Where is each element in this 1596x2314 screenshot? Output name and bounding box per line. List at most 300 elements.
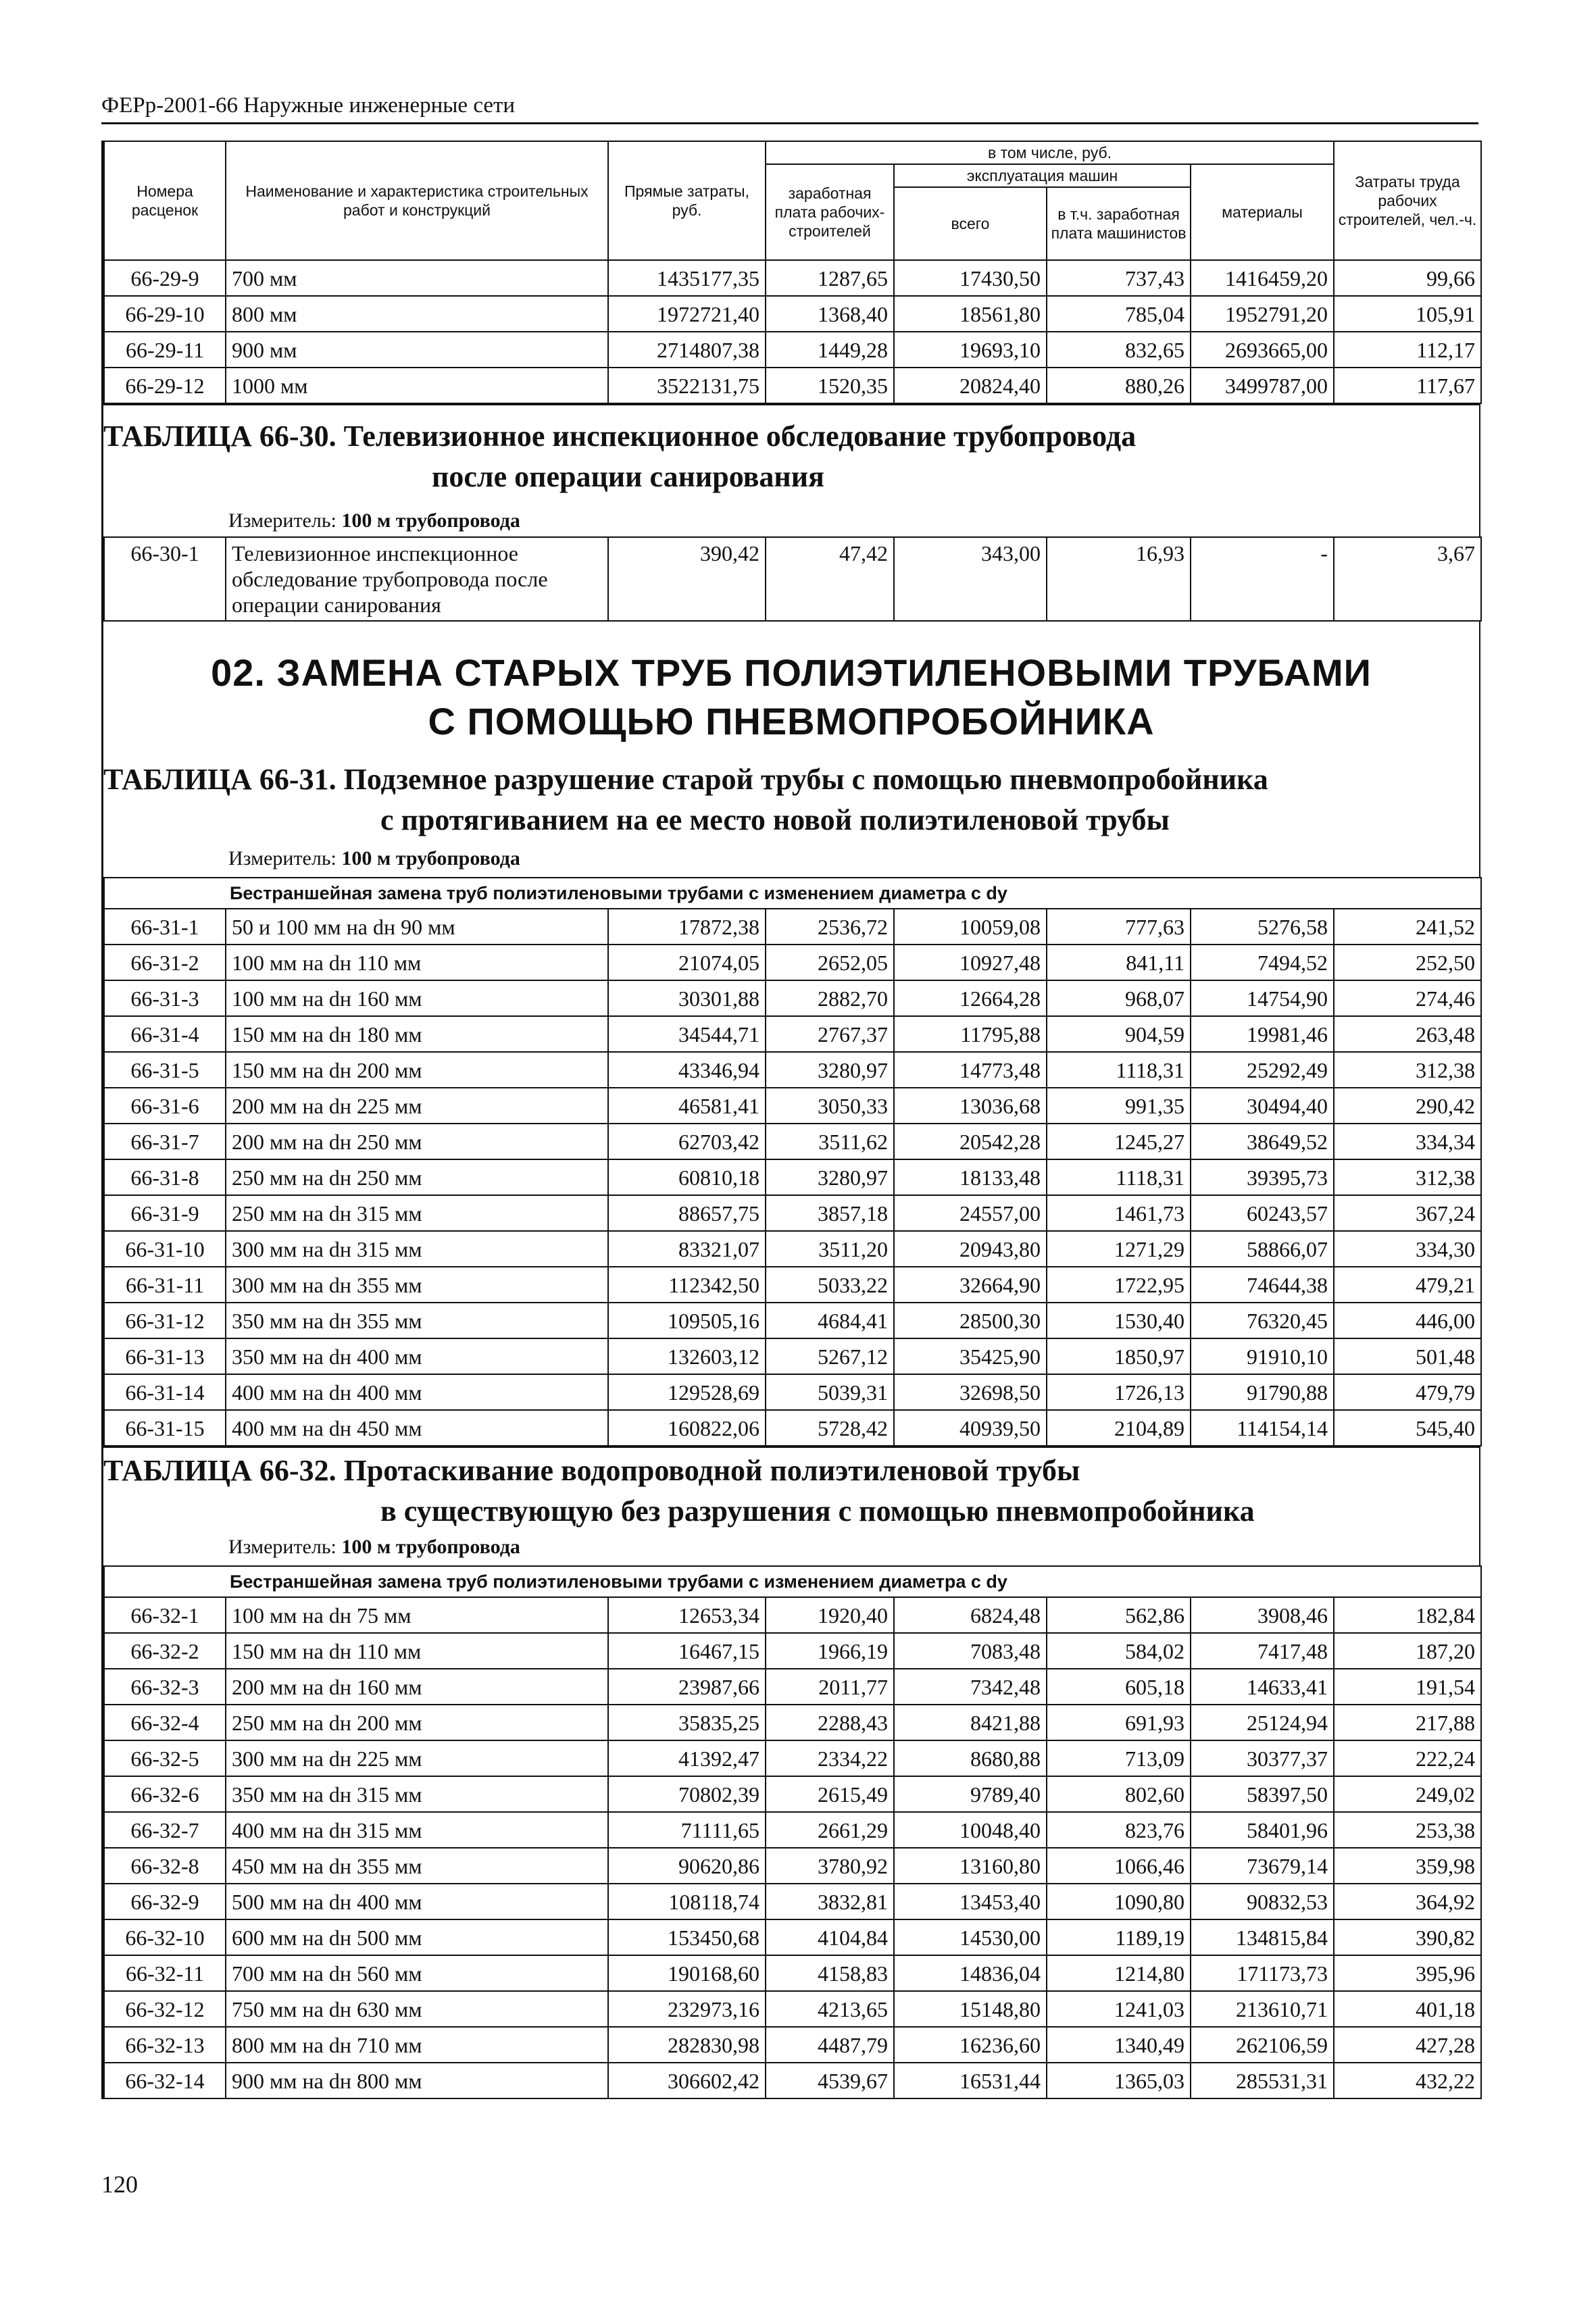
cell-materials: 1416459,20 xyxy=(1191,260,1334,296)
cell-name: 900 мм на dн 800 мм xyxy=(226,2063,608,2098)
cell-labor: 99,66 xyxy=(1334,260,1481,296)
table-row xyxy=(104,2027,1481,2063)
cell-wages: 3511,62 xyxy=(766,1124,894,1159)
cell-materials: 25124,94 xyxy=(1191,1705,1334,1740)
cell-labor: 395,96 xyxy=(1334,1955,1481,1991)
cell-labor: 191,54 xyxy=(1334,1669,1481,1705)
cell-machines-total: 20542,28 xyxy=(894,1124,1047,1159)
cell-labor: 545,40 xyxy=(1334,1410,1481,1446)
cell-wages: 4104,84 xyxy=(766,1919,894,1955)
page-body xyxy=(101,141,1480,2099)
table-row xyxy=(104,1705,1481,1740)
cell-labor: 3,67 xyxy=(1334,537,1481,621)
cell-materials: 262106,59 xyxy=(1191,2027,1334,2063)
cell-labor: 290,42 xyxy=(1334,1088,1481,1124)
cell-labor: 501,48 xyxy=(1334,1338,1481,1374)
cell-code: 66-31-13 xyxy=(104,1338,226,1374)
cell-name: 200 мм на dн 225 мм xyxy=(226,1088,608,1124)
table-66-31-title-line2: с протягиванием на ее место новой полиэтиленовой трубы xyxy=(380,803,1170,836)
cell-code: 66-29-12 xyxy=(104,368,226,403)
cell-machines-total: 8680,88 xyxy=(894,1740,1047,1776)
table-66-32-title xyxy=(103,1448,1479,1532)
cell-code: 66-31-6 xyxy=(104,1088,226,1124)
cell-machines-total: 28500,30 xyxy=(894,1303,1047,1338)
col-header-code: Номера расценок xyxy=(104,141,226,260)
cell-wages: 1449,28 xyxy=(766,332,894,368)
cell-materials: 30377,37 xyxy=(1191,1740,1334,1776)
table-row xyxy=(104,1884,1481,1919)
cell-name: 500 мм на dн 400 мм xyxy=(226,1884,608,1919)
table-row xyxy=(104,1812,1481,1848)
cell-machines-total: 19693,10 xyxy=(894,332,1047,368)
table-row xyxy=(104,1338,1481,1374)
table-row xyxy=(104,296,1481,332)
table-row xyxy=(104,1597,1481,1633)
cell-materials: 3499787,00 xyxy=(1191,368,1334,403)
table-66-31 xyxy=(103,877,1482,1447)
cell-code: 66-29-9 xyxy=(104,260,226,296)
cell-machinist-wages: 802,60 xyxy=(1047,1776,1191,1812)
cell-code: 66-32-8 xyxy=(104,1848,226,1884)
cell-name: 400 мм на dн 450 мм xyxy=(226,1410,608,1446)
table-66-31-subheading: Бестраншейная замена труб полиэтиленовыми трубами с изменением диаметра с dy xyxy=(104,878,1481,909)
cell-labor: 364,92 xyxy=(1334,1884,1481,1919)
cell-machines-total: 40939,50 xyxy=(894,1410,1047,1446)
table-row xyxy=(104,1919,1481,1955)
table-row xyxy=(104,1848,1481,1884)
cell-materials: 2693665,00 xyxy=(1191,332,1334,368)
cell-direct: 21074,05 xyxy=(608,945,766,980)
cell-wages: 1368,40 xyxy=(766,296,894,332)
cell-machinist-wages: 823,76 xyxy=(1047,1812,1191,1848)
table-66-32-measure xyxy=(103,1532,1479,1565)
cell-machines-total: 18561,80 xyxy=(894,296,1047,332)
col-header-materials: материалы xyxy=(1191,164,1334,260)
table-66-32 xyxy=(103,1565,1482,2099)
cell-name: 700 мм xyxy=(226,260,608,296)
cell-direct: 16467,15 xyxy=(608,1633,766,1669)
cell-name: 450 мм на dн 355 мм xyxy=(226,1848,608,1884)
cell-materials: 25292,49 xyxy=(1191,1052,1334,1088)
cell-labor: 359,98 xyxy=(1334,1848,1481,1884)
cell-machinist-wages: 991,35 xyxy=(1047,1088,1191,1124)
cell-name: 750 мм на dн 630 мм xyxy=(226,1991,608,2027)
cell-code: 66-31-4 xyxy=(104,1016,226,1052)
table-row xyxy=(104,1195,1481,1231)
cell-labor: 390,82 xyxy=(1334,1919,1481,1955)
cell-wages: 4158,83 xyxy=(766,1955,894,1991)
cell-direct: 35835,25 xyxy=(608,1705,766,1740)
cell-name: 400 мм на dн 400 мм xyxy=(226,1374,608,1410)
cell-name: 150 мм на dн 110 мм xyxy=(226,1633,608,1669)
cell-machines-total: 14836,04 xyxy=(894,1955,1047,1991)
table-66-30-block xyxy=(103,404,1480,536)
cell-code: 66-31-11 xyxy=(104,1267,226,1303)
cell-labor: 312,38 xyxy=(1334,1159,1481,1195)
cell-direct: 1435177,35 xyxy=(608,260,766,296)
cell-code: 66-31-2 xyxy=(104,945,226,980)
cell-machinist-wages: 904,59 xyxy=(1047,1016,1191,1052)
cell-wages: 2334,22 xyxy=(766,1740,894,1776)
cell-machines-total: 13453,40 xyxy=(894,1884,1047,1919)
cell-wages: 5033,22 xyxy=(766,1267,894,1303)
cell-direct: 60810,18 xyxy=(608,1159,766,1195)
cell-materials: 213610,71 xyxy=(1191,1991,1334,2027)
cell-machines-total: 8421,88 xyxy=(894,1705,1047,1740)
table-row xyxy=(104,1633,1481,1669)
cell-labor: 241,52 xyxy=(1334,909,1481,945)
cell-direct: 46581,41 xyxy=(608,1088,766,1124)
cell-direct: 390,42 xyxy=(608,537,766,621)
cell-name: 800 мм xyxy=(226,296,608,332)
cell-machines-total: 20824,40 xyxy=(894,368,1047,403)
cell-direct: 3522131,75 xyxy=(608,368,766,403)
cell-machines-total: 32698,50 xyxy=(894,1374,1047,1410)
cell-labor: 253,38 xyxy=(1334,1812,1481,1848)
cell-machinist-wages: 1066,46 xyxy=(1047,1848,1191,1884)
cell-name: 350 мм на dн 400 мм xyxy=(226,1338,608,1374)
cell-wages: 4684,41 xyxy=(766,1303,894,1338)
cell-name: 100 мм на dн 160 мм xyxy=(226,980,608,1016)
cell-materials: - xyxy=(1191,537,1334,621)
cell-wages: 2882,70 xyxy=(766,980,894,1016)
cell-wages: 2767,37 xyxy=(766,1016,894,1052)
table-row xyxy=(104,1124,1481,1159)
measure-label: Измеритель: xyxy=(228,509,336,532)
cell-labor: 263,48 xyxy=(1334,1016,1481,1052)
cell-code: 66-32-10 xyxy=(104,1919,226,1955)
cell-wages: 2652,05 xyxy=(766,945,894,980)
cell-wages: 3832,81 xyxy=(766,1884,894,1919)
table-row xyxy=(104,1267,1481,1303)
table-row xyxy=(104,1016,1481,1052)
table-66-31-title xyxy=(103,759,1479,840)
cell-wages: 1287,65 xyxy=(766,260,894,296)
cell-code: 66-32-5 xyxy=(104,1740,226,1776)
cell-name: 350 мм на dн 315 мм xyxy=(226,1776,608,1812)
cell-materials: 60243,57 xyxy=(1191,1195,1334,1231)
cell-wages: 2661,29 xyxy=(766,1812,894,1848)
cell-wages: 4213,65 xyxy=(766,1991,894,2027)
cell-direct: 1972721,40 xyxy=(608,296,766,332)
cell-labor: 367,24 xyxy=(1334,1195,1481,1231)
cell-direct: 70802,39 xyxy=(608,1776,766,1812)
cell-direct: 88657,75 xyxy=(608,1195,766,1231)
table-row xyxy=(104,1159,1481,1195)
cell-name: 200 мм на dн 160 мм xyxy=(226,1669,608,1705)
cell-direct: 108118,74 xyxy=(608,1884,766,1919)
table-66-31-title-line1: ТАБЛИЦА 66-31. Подземное разрушение старой трубы с помощью пневмопробойника xyxy=(103,763,1268,796)
cell-labor: 222,24 xyxy=(1334,1740,1481,1776)
cell-code: 66-31-8 xyxy=(104,1159,226,1195)
cell-code: 66-31-12 xyxy=(104,1303,226,1338)
cell-name: 150 мм на dн 180 мм xyxy=(226,1016,608,1052)
table-row xyxy=(104,1776,1481,1812)
cell-direct: 41392,47 xyxy=(608,1740,766,1776)
cell-name: 600 мм на dн 500 мм xyxy=(226,1919,608,1955)
col-header-labor: Затраты труда рабочих строителей, чел.-ч. xyxy=(1334,141,1481,260)
table-66-30-title-line1: ТАБЛИЦА 66-30. Телевизионное инспекционное обследование трубопровода xyxy=(103,420,1137,453)
cell-materials: 171173,73 xyxy=(1191,1955,1334,1991)
table-66-29 xyxy=(103,141,1482,404)
cell-machinist-wages: 1245,27 xyxy=(1047,1124,1191,1159)
cell-machines-total: 13036,68 xyxy=(894,1088,1047,1124)
cell-machinist-wages: 777,63 xyxy=(1047,909,1191,945)
cell-labor: 334,30 xyxy=(1334,1231,1481,1267)
cell-machinist-wages: 1365,03 xyxy=(1047,2063,1191,2098)
cell-direct: 160822,06 xyxy=(608,1410,766,1446)
cell-machines-total: 14773,48 xyxy=(894,1052,1047,1088)
cell-machinist-wages: 737,43 xyxy=(1047,260,1191,296)
cell-code: 66-31-3 xyxy=(104,980,226,1016)
cell-wages: 5039,31 xyxy=(766,1374,894,1410)
cell-materials: 285531,31 xyxy=(1191,2063,1334,2098)
cell-machinist-wages: 2104,89 xyxy=(1047,1410,1191,1446)
cell-name: 400 мм на dн 315 мм xyxy=(226,1812,608,1848)
cell-materials: 58397,50 xyxy=(1191,1776,1334,1812)
cell-wages: 2536,72 xyxy=(766,909,894,945)
cell-direct: 90620,86 xyxy=(608,1848,766,1884)
cell-name: 200 мм на dн 250 мм xyxy=(226,1124,608,1159)
cell-direct: 129528,69 xyxy=(608,1374,766,1410)
cell-wages: 3511,20 xyxy=(766,1231,894,1267)
cell-direct: 306602,42 xyxy=(608,2063,766,2098)
section-02-line1: 02. ЗАМЕНА СТАРЫХ ТРУБ ПОЛИЭТИЛЕНОВЫМИ ТРУБАМИ xyxy=(211,651,1372,694)
cell-name: 100 мм на dн 75 мм xyxy=(226,1597,608,1633)
col-header-machines: эксплуатация машин xyxy=(894,164,1191,187)
cell-direct: 153450,68 xyxy=(608,1919,766,1955)
section-02-heading xyxy=(103,622,1480,877)
table-66-31-measure xyxy=(103,840,1479,877)
cell-labor: 105,91 xyxy=(1334,296,1481,332)
cell-labor: 427,28 xyxy=(1334,2027,1481,2063)
cell-code: 66-32-12 xyxy=(104,1991,226,2027)
cell-direct: 190168,60 xyxy=(608,1955,766,1991)
cell-labor: 432,22 xyxy=(1334,2063,1481,2098)
cell-materials: 19981,46 xyxy=(1191,1016,1334,1052)
cell-wages: 1966,19 xyxy=(766,1633,894,1669)
cell-machines-total: 10059,08 xyxy=(894,909,1047,945)
cell-code: 66-32-2 xyxy=(104,1633,226,1669)
cell-labor: 312,38 xyxy=(1334,1052,1481,1088)
cell-materials: 38649,52 xyxy=(1191,1124,1334,1159)
cell-machinist-wages: 691,93 xyxy=(1047,1705,1191,1740)
cell-direct: 109505,16 xyxy=(608,1303,766,1338)
cell-machines-total: 12664,28 xyxy=(894,980,1047,1016)
cell-name: 100 мм на dн 110 мм xyxy=(226,945,608,980)
cell-name: 700 мм на dн 560 мм xyxy=(226,1955,608,1991)
cell-machinist-wages: 841,11 xyxy=(1047,945,1191,980)
cell-code: 66-32-11 xyxy=(104,1955,226,1991)
cell-direct: 282830,98 xyxy=(608,2027,766,2063)
cell-name: 250 мм на dн 250 мм xyxy=(226,1159,608,1195)
cell-machinist-wages: 605,18 xyxy=(1047,1669,1191,1705)
cell-code: 66-32-9 xyxy=(104,1884,226,1919)
cell-direct: 62703,42 xyxy=(608,1124,766,1159)
col-header-direct: Прямые затраты, руб. xyxy=(608,141,766,260)
cell-labor: 182,84 xyxy=(1334,1597,1481,1633)
cell-machinist-wages: 713,09 xyxy=(1047,1740,1191,1776)
cell-direct: 83321,07 xyxy=(608,1231,766,1267)
cell-name: 250 мм на dн 200 мм xyxy=(226,1705,608,1740)
cell-machinist-wages: 1340,49 xyxy=(1047,2027,1191,2063)
cell-machines-total: 11795,88 xyxy=(894,1016,1047,1052)
cell-name: 800 мм на dн 710 мм xyxy=(226,2027,608,2063)
table-row xyxy=(104,1088,1481,1124)
cell-machinist-wages: 832,65 xyxy=(1047,332,1191,368)
cell-direct: 34544,71 xyxy=(608,1016,766,1052)
cell-code: 66-30-1 xyxy=(104,537,226,621)
cell-machines-total: 343,00 xyxy=(894,537,1047,621)
cell-code: 66-32-1 xyxy=(104,1597,226,1633)
table-66-32-subheading: Бестраншейная замена труб полиэтиленовыми трубами с изменением диаметра с dy xyxy=(104,1566,1481,1597)
cell-direct: 112342,50 xyxy=(608,1267,766,1303)
cell-machinist-wages: 968,07 xyxy=(1047,980,1191,1016)
table-row xyxy=(104,945,1481,980)
cell-labor: 112,17 xyxy=(1334,332,1481,368)
cell-name: 900 мм xyxy=(226,332,608,368)
cell-machines-total: 10927,48 xyxy=(894,945,1047,980)
table-66-30-title xyxy=(103,405,1479,497)
cell-code: 66-32-3 xyxy=(104,1669,226,1705)
table-row xyxy=(104,368,1481,403)
cell-machines-total: 35425,90 xyxy=(894,1338,1047,1374)
cell-machinist-wages: 785,04 xyxy=(1047,296,1191,332)
cell-code: 66-32-14 xyxy=(104,2063,226,2098)
table-66-30 xyxy=(103,536,1482,622)
measure-value: 100 м трубопровода xyxy=(341,847,520,870)
cell-code: 66-32-6 xyxy=(104,1776,226,1812)
cell-wages: 3280,97 xyxy=(766,1159,894,1195)
cell-machinist-wages: 1118,31 xyxy=(1047,1052,1191,1088)
cell-materials: 14754,90 xyxy=(1191,980,1334,1016)
table-row xyxy=(104,1991,1481,2027)
cell-machines-total: 20943,80 xyxy=(894,1231,1047,1267)
cell-machinist-wages: 1271,29 xyxy=(1047,1231,1191,1267)
cell-machines-total: 18133,48 xyxy=(894,1159,1047,1195)
table-row xyxy=(104,1740,1481,1776)
cell-machines-total: 24557,00 xyxy=(894,1195,1047,1231)
cell-name: 50 и 100 мм на dн 90 мм xyxy=(226,909,608,945)
table-row xyxy=(104,1955,1481,1991)
cell-wages: 47,42 xyxy=(766,537,894,621)
cell-materials: 30494,40 xyxy=(1191,1088,1334,1124)
cell-machines-total: 10048,40 xyxy=(894,1812,1047,1848)
table-66-30-measure xyxy=(103,497,1479,536)
table-row xyxy=(104,1303,1481,1338)
cell-wages: 2288,43 xyxy=(766,1705,894,1740)
cell-code: 66-29-10 xyxy=(104,296,226,332)
cell-wages: 3780,92 xyxy=(766,1848,894,1884)
cell-code: 66-29-11 xyxy=(104,332,226,368)
cell-machines-total: 14530,00 xyxy=(894,1919,1047,1955)
cell-machinist-wages: 1850,97 xyxy=(1047,1338,1191,1374)
cell-machines-total: 13160,80 xyxy=(894,1848,1047,1884)
cell-machines-total: 16236,60 xyxy=(894,2027,1047,2063)
table-row xyxy=(104,537,1481,621)
table-row xyxy=(104,1669,1481,1705)
cell-materials: 91910,10 xyxy=(1191,1338,1334,1374)
measure-label: Измеритель: xyxy=(228,1536,336,1558)
cell-materials: 74644,38 xyxy=(1191,1267,1334,1303)
cell-direct: 17872,38 xyxy=(608,909,766,945)
cell-labor: 274,46 xyxy=(1334,980,1481,1016)
cell-machines-total: 32664,90 xyxy=(894,1267,1047,1303)
cell-labor: 479,21 xyxy=(1334,1267,1481,1303)
cell-materials: 90832,53 xyxy=(1191,1884,1334,1919)
cell-machines-total: 15148,80 xyxy=(894,1991,1047,2027)
table-row xyxy=(104,260,1481,296)
table-66-30-title-line2: после операции санирования xyxy=(432,460,824,493)
cell-machines-total: 16531,44 xyxy=(894,2063,1047,2098)
cell-materials: 73679,14 xyxy=(1191,1848,1334,1884)
cell-direct: 2714807,38 xyxy=(608,332,766,368)
cell-wages: 4539,67 xyxy=(766,2063,894,2098)
cell-direct: 43346,94 xyxy=(608,1052,766,1088)
cell-labor: 479,79 xyxy=(1334,1374,1481,1410)
table-row xyxy=(104,1231,1481,1267)
cell-direct: 30301,88 xyxy=(608,980,766,1016)
cell-machinist-wages: 1722,95 xyxy=(1047,1267,1191,1303)
running-header: ФЕРр-2001-66 Наружные инженерные сети xyxy=(101,93,1478,124)
cell-wages: 1520,35 xyxy=(766,368,894,403)
col-header-machines-total: всего xyxy=(894,187,1047,260)
cell-materials: 7494,52 xyxy=(1191,945,1334,980)
cell-name: Телевизионное инспекционное обследование трубопровода после операции санирования xyxy=(226,537,608,621)
cell-code: 66-31-5 xyxy=(104,1052,226,1088)
cell-code: 66-31-10 xyxy=(104,1231,226,1267)
cell-wages: 1920,40 xyxy=(766,1597,894,1633)
cell-wages: 5728,42 xyxy=(766,1410,894,1446)
cell-name: 300 мм на dн 315 мм xyxy=(226,1231,608,1267)
cell-direct: 23987,66 xyxy=(608,1669,766,1705)
table-row xyxy=(104,1410,1481,1446)
cell-name: 300 мм на dн 355 мм xyxy=(226,1267,608,1303)
cell-labor: 217,88 xyxy=(1334,1705,1481,1740)
cell-name: 150 мм на dн 200 мм xyxy=(226,1052,608,1088)
cell-labor: 401,18 xyxy=(1334,1991,1481,2027)
cell-direct: 12653,34 xyxy=(608,1597,766,1633)
col-header-wages: заработная плата рабочих-строителей xyxy=(766,164,894,260)
table-row xyxy=(104,1052,1481,1088)
cell-machines-total: 17430,50 xyxy=(894,260,1047,296)
cell-code: 66-31-9 xyxy=(104,1195,226,1231)
cell-wages: 3280,97 xyxy=(766,1052,894,1088)
cell-wages: 3857,18 xyxy=(766,1195,894,1231)
cell-direct: 71111,65 xyxy=(608,1812,766,1848)
cell-wages: 5267,12 xyxy=(766,1338,894,1374)
cell-wages: 2011,77 xyxy=(766,1669,894,1705)
col-header-machinist-wages: в т.ч. заработная плата машинистов xyxy=(1047,187,1191,260)
cell-machines-total: 9789,40 xyxy=(894,1776,1047,1812)
cell-materials: 134815,84 xyxy=(1191,1919,1334,1955)
cell-materials: 5276,58 xyxy=(1191,909,1334,945)
cell-direct: 232973,16 xyxy=(608,1991,766,2027)
table-row xyxy=(104,909,1481,945)
cell-materials: 58866,07 xyxy=(1191,1231,1334,1267)
cell-materials: 3908,46 xyxy=(1191,1597,1334,1633)
cell-machinist-wages: 1461,73 xyxy=(1047,1195,1191,1231)
cell-machinist-wages: 562,86 xyxy=(1047,1597,1191,1633)
cell-machines-total: 6824,48 xyxy=(894,1597,1047,1633)
cell-materials: 114154,14 xyxy=(1191,1410,1334,1446)
cell-materials: 91790,88 xyxy=(1191,1374,1334,1410)
cell-materials: 14633,41 xyxy=(1191,1669,1334,1705)
table-row xyxy=(104,1374,1481,1410)
cell-materials: 76320,45 xyxy=(1191,1303,1334,1338)
table-row xyxy=(104,980,1481,1016)
cell-machinist-wages: 1090,80 xyxy=(1047,1884,1191,1919)
